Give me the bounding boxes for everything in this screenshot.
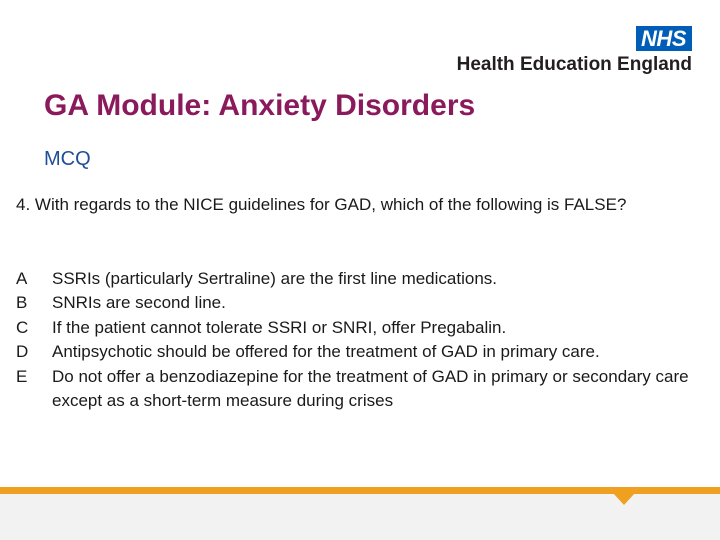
footer-accent-bar — [0, 487, 720, 494]
option-text: Do not offer a benzodiazepine for the treatment of GAD in primary or secondary care except as a short-term measure during crises — [52, 366, 689, 411]
hee-logo — [457, 26, 692, 76]
answer-option-a — [16, 267, 696, 291]
answer-list — [16, 267, 696, 413]
answer-option-d — [16, 340, 696, 364]
option-text: SNRIs are second line. — [52, 293, 226, 313]
option-letter: A — [16, 269, 28, 288]
answer-option-b — [16, 291, 696, 315]
option-text: Antipsychotic should be offered for the treatment of GAD in primary care. — [52, 342, 600, 362]
organisation-name: Health Education England — [456, 54, 692, 75]
slide-title: GA Module: Anxiety Disorders — [44, 89, 476, 122]
slide-subtitle: MCQ — [44, 148, 91, 170]
option-letter: D — [16, 342, 29, 362]
footer-notch-shape — [613, 493, 635, 505]
question-text: 4. With regards to the NICE guidelines for GAD, which of the following is FALSE? — [16, 195, 627, 214]
option-letter: C — [16, 317, 29, 337]
answer-option-c — [16, 316, 696, 340]
option-letter: E — [16, 366, 28, 386]
footer-band — [0, 494, 720, 540]
answer-option-e — [16, 365, 696, 414]
option-text: SSRIs (particularly Sertraline) are the first line medications. — [52, 269, 497, 288]
option-letter: B — [16, 293, 28, 313]
nhs-badge: NHS — [636, 26, 692, 51]
option-text: If the patient cannot tolerate SSRI or SNRI, offer Pregabalin. — [52, 317, 507, 337]
